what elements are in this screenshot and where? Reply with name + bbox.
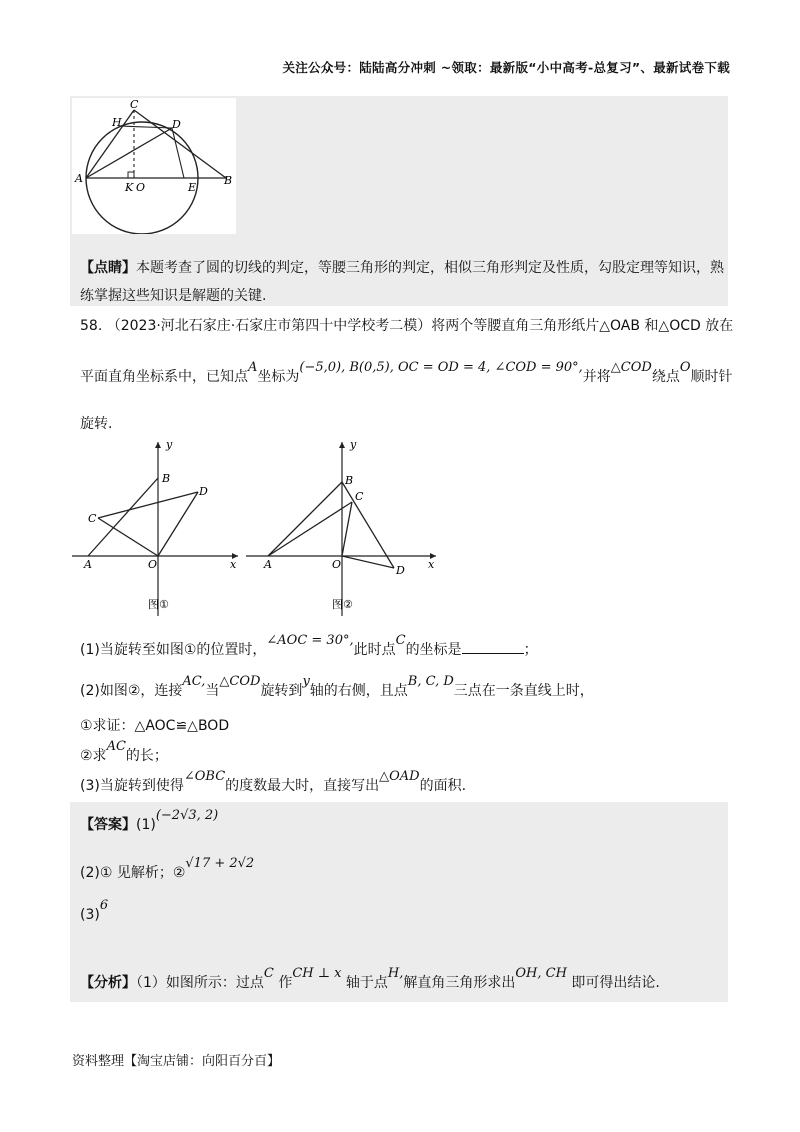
label-E: E	[188, 181, 197, 194]
fig2-D: D	[396, 564, 405, 577]
fig1-caption: 图①	[148, 598, 169, 611]
label-A: A	[75, 172, 83, 185]
given-conditions: , B(0,5), OC = OD = 4, ∠COD = 90°,	[341, 360, 583, 375]
question-line-1	[80, 316, 733, 336]
answer1-value: (−2√3, 2)	[155, 808, 219, 823]
label-D: D	[172, 118, 181, 131]
part1-text-c: 的坐标是	[405, 642, 462, 658]
part3-text-a: (3)当旋转到使得	[80, 778, 184, 794]
part2-text-d: 轴的右侧，且点	[309, 683, 408, 699]
part1-text-a: (1)当旋转至如图①的位置时，	[80, 642, 267, 658]
review-line1: 本题考查了圆的切线的判定，等腰三角形的判定，相似三角形判定及性质，勾股定理等知识，熟	[136, 260, 724, 276]
part1-end: ；	[523, 642, 538, 658]
label-B: B	[224, 174, 233, 187]
label-O: O	[136, 181, 146, 194]
review-line2: 练掌握这些知识是解题的关键.	[80, 288, 267, 304]
review-paragraph	[80, 258, 724, 278]
question-number: 58.	[80, 318, 103, 334]
analysis-H: H,	[387, 966, 404, 981]
label-K: K	[125, 181, 134, 194]
part3-angle: ∠OBC	[183, 769, 226, 784]
fig2-O: O	[332, 558, 342, 571]
page-header: 关注公众号：陆陆高分冲刺 ~领取：最新版“小中高考-总复习”、最新试卷下载	[282, 60, 730, 75]
analysis-text-2: 作	[278, 975, 293, 991]
fig1-y: y	[166, 440, 173, 451]
fig2-B: B	[345, 474, 354, 487]
fig2-x: x	[428, 558, 435, 571]
figure-1	[72, 440, 238, 616]
question-line-2	[80, 360, 733, 388]
part-2	[80, 674, 594, 702]
point-O: O	[679, 360, 691, 375]
point-A: A	[248, 360, 258, 375]
part2-text-b: 当	[205, 683, 220, 699]
fig2-A: A	[264, 558, 272, 571]
part1-text-b: 此时点	[353, 642, 396, 658]
question-text-2d: 绕点	[651, 369, 680, 385]
part-2-1: ①求证：△AOC≌△BOD	[80, 718, 230, 734]
circle-geometry-figure	[72, 98, 236, 234]
answer-tag: 【答案】	[80, 817, 136, 833]
analysis-text-1: （1）如图所示：过点	[136, 975, 264, 991]
coordinate-figures	[70, 440, 450, 620]
part2-triangle: △COD	[219, 674, 261, 689]
part-2-2	[80, 739, 168, 767]
question-text-1: 将两个等腰直角三角形纸片△OAB 和△OCD 放在	[431, 318, 734, 334]
question-text-2b: 坐标为	[257, 369, 300, 385]
answer-1	[80, 808, 219, 836]
part2-text-a: (2)如图②，连接	[80, 683, 183, 699]
analysis-text-3: 轴于点	[345, 975, 388, 991]
part-3	[80, 769, 467, 797]
coord-A: (−5,0)	[299, 360, 342, 375]
fig2-C: C	[355, 490, 364, 503]
part2-y: y	[302, 674, 310, 689]
label-H: H	[112, 116, 122, 129]
fig1-x: x	[230, 558, 237, 571]
part2b-text-a: ②求	[80, 748, 107, 764]
answer-2	[80, 856, 255, 884]
analysis-C: C	[263, 966, 274, 981]
label-C: C	[130, 98, 139, 111]
figure-2	[246, 440, 436, 616]
answer-3	[80, 898, 109, 926]
analysis-OHCH: OH, CH	[515, 966, 567, 981]
part2-AC: AC,	[182, 674, 206, 689]
part-1	[80, 633, 538, 661]
question-text-2e: 顺时针	[690, 369, 733, 385]
part2b-text-b: 的长；	[125, 748, 168, 764]
part3-text-b: 的度数最大时，直接写出	[225, 778, 380, 794]
part2-points: B, C, D	[407, 674, 454, 689]
fig2-caption: 图②	[332, 598, 353, 611]
fig1-B: B	[162, 472, 171, 485]
review-tag: 【点睛】	[80, 260, 136, 276]
part2-text-c: 旋转到	[260, 683, 303, 699]
answer1-label: (1)	[136, 817, 156, 833]
part2-text-e: 三点在一条直线上时，	[453, 683, 594, 699]
analysis-line	[80, 966, 660, 994]
part3-triangle: △OAD	[379, 769, 420, 784]
question-source: （2023·河北石家庄·石家庄市第四十中学校考二模）	[106, 318, 432, 334]
analysis-text-5: 即可得出结论.	[571, 975, 660, 991]
question-text-2c: 并将	[582, 369, 611, 385]
triangle-COD: △COD	[610, 360, 652, 375]
answer3-value: 6	[99, 898, 109, 913]
fig1-A: A	[84, 558, 92, 571]
question-line-3: 旋转.	[80, 416, 113, 432]
answer3-label: (3)	[80, 907, 100, 923]
answer-blank	[462, 639, 524, 654]
part2b-AC: AC	[106, 739, 126, 754]
fig1-D: D	[199, 485, 208, 498]
analysis-tag: 【分析】	[80, 975, 136, 991]
fig2-y: y	[350, 440, 357, 451]
answer2-value: √17 + 2√2	[185, 856, 255, 871]
analysis-text-4: 解直角三角形求出	[403, 975, 516, 991]
part3-text-c: 的面积.	[419, 778, 467, 794]
fig1-C: C	[88, 512, 97, 525]
question-text-2a: 平面直角坐标系中，已知点	[80, 369, 248, 385]
page-footer: 资料整理【淘宝店铺：向阳百分百】	[72, 1054, 281, 1069]
fig1-O: O	[148, 558, 158, 571]
part1-angle: ∠AOC = 30°,	[266, 633, 354, 648]
analysis-CH: CH ⊥ x	[292, 966, 342, 981]
answer2-label: (2)① 见解析；②	[80, 865, 186, 881]
part1-point-C: C	[395, 633, 406, 648]
